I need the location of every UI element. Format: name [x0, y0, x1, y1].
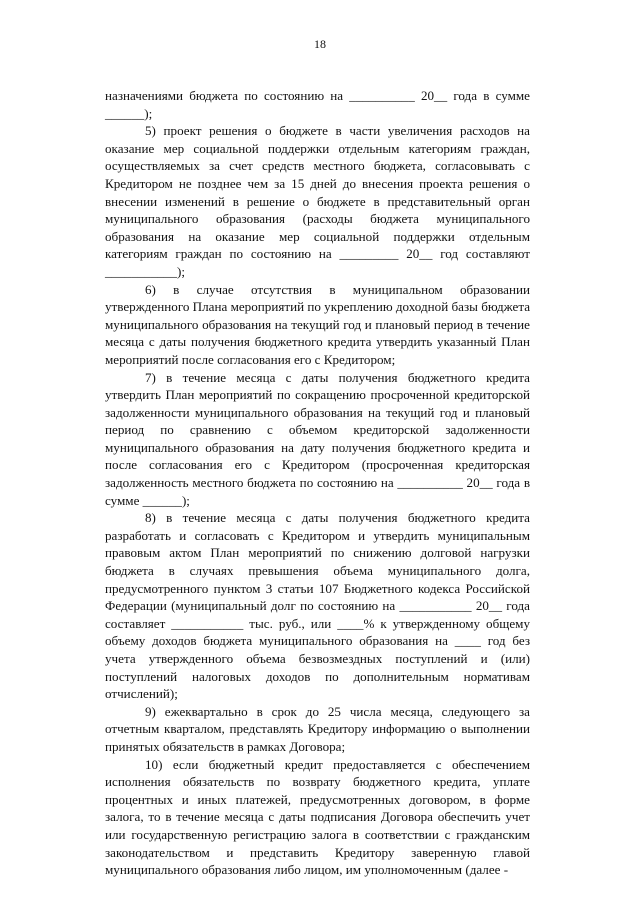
- paragraph-item-6: 6) в случае отсутствия в муниципальном образовании утвержденного Плана мероприятий по укреплению доходной базы бюджета муниципального образования на текущий год и плановый период в течение месяца с даты получения бюджетного кредита утвердить указанный План мероприятий после согласования его с Кредитором;: [105, 281, 531, 367]
- paragraph-continuation: назначениями бюджета по состоянию на __________ 20__ года в сумме ______);: [105, 88, 530, 121]
- paragraph-item-9: 9) ежеквартально в срок до 25 числа месяца, следующего за отчетным кварталом, представлять Кредитору информацию о выполнении принятых обязательств в рамках Договора;: [105, 703, 530, 754]
- page-number: 18: [314, 37, 326, 51]
- paragraph-item-5: 5) проект решения о бюджете в части увеличения расходов на оказание мер социальной поддержки отдельным категориям граждан, осуществляемых за счет средств местного бюджета, согласовывать с Кредитором не позднее чем за 15 дней до внесения проекта решения о внесении изменений в решение о бюджете в представительный орган муниципального образования (расходы бюджета муниципального образования на оказание мер социальной поддержки отдельным категориям граждан по состоянию на _________ 20__ год составляют ___________);: [105, 123, 530, 279]
- paragraph-item-10: 10) если бюджетный кредит предоставляется с обеспечением исполнения обязательств по возврату бюджетного кредита, уплате процентных и иных платежей, предусмотренных договором, в форме залога, то в течение месяца с даты подписания Договора обеспечить учет или государственную регистрацию залога в соответствии с гражданским законодательством и представить Кредитору заверенную главой муниципального образования либо лицом, им уполномоченным (далее -: [105, 756, 530, 878]
- document-body: [105, 87, 530, 879]
- paragraph-item-8: 8) в течение месяца с даты получения бюджетного кредита разработать и согласовать с Кредитором и утвердить муниципальным правовым актом План мероприятий по снижению долговой нагрузки бюджета в случаях превышения объема муниципального долга, предусмотренного пунктом 3 статьи 107 Бюджетного кодекса Российской Федерации (муниципальный долг по состоянию на ___________ 20__ года составляет ___________ тыс. руб., или ____% к утвержденному общему объему доходов бюджета муниципального образования на ____ год без учета утвержденного объема безвозмездных поступлений и (или) поступлений налоговых доходов по дополнительным нормативам отчислений);: [105, 510, 530, 702]
- paragraph-item-7: 7) в течение месяца с даты получения бюджетного кредита утвердить План мероприятий по сокращению просроченной кредиторской задолженности муниципального образования на текущий год и плановый период по сравнению с объемом кредиторской задолженности муниципального образования на дату получения бюджетного кредита и после согласования его с Кредитором (просроченная кредиторская задолженность местного бюджета по состоянию на __________ 20__ года в сумме ______);: [105, 369, 530, 508]
